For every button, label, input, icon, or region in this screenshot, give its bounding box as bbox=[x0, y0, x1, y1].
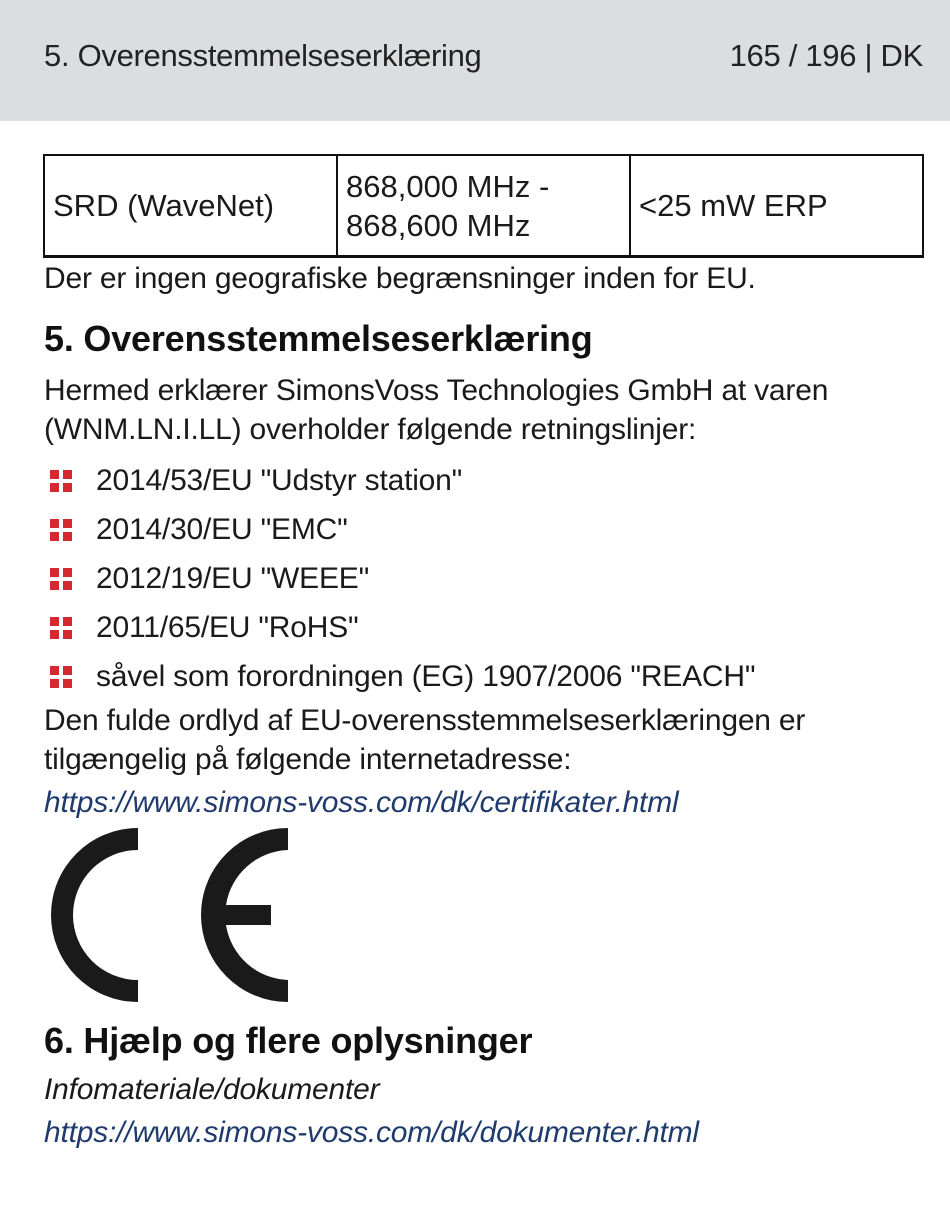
documents-link[interactable]: https://www.simons-voss.com/dk/dokumenter.html bbox=[44, 1116, 699, 1149]
list-item bbox=[44, 554, 755, 603]
directive-text: 2014/30/EU "EMC" bbox=[96, 512, 348, 546]
section-5-heading: 5. Overensstemmelseserklæring bbox=[44, 318, 593, 359]
directive-text: 2011/65/EU "RoHS" bbox=[96, 610, 359, 644]
geo-note: Der er ingen geografiske begrænsninger inden for EU. bbox=[44, 262, 756, 295]
ce-mark-logo bbox=[43, 828, 288, 1002]
certificate-link[interactable]: https://www.simons-voss.com/dk/certifikater.html bbox=[44, 786, 679, 819]
frequency-line-1: 868,000 MHz - bbox=[346, 168, 550, 204]
frequency-cell bbox=[337, 155, 630, 257]
list-item bbox=[44, 456, 755, 505]
band-cell: SRD (WaveNet) bbox=[44, 155, 337, 257]
red-bullet-icon bbox=[50, 519, 72, 541]
directive-text: 2014/53/EU "Udstyr station" bbox=[96, 463, 463, 497]
directive-text: såvel som forordningen (EG) 1907/2006 "REACH" bbox=[96, 659, 756, 693]
red-bullet-icon bbox=[50, 617, 72, 639]
red-bullet-icon bbox=[50, 568, 72, 590]
red-bullet-icon bbox=[50, 470, 72, 492]
full-text-note: Den fulde ordlyd af EU-overensstemmelseserklæringen er tilgængelig på følgende internetadresse: bbox=[44, 704, 806, 776]
info-material-label: Infomateriale/dokumenter bbox=[44, 1073, 380, 1106]
power-cell: <25 mW ERP bbox=[630, 155, 923, 257]
red-bullet-icon bbox=[50, 666, 72, 688]
list-item bbox=[44, 652, 755, 701]
directive-text: 2012/19/EU "WEEE" bbox=[96, 561, 370, 595]
page-indicator: 165 / 196 | DK bbox=[729, 38, 923, 73]
frequency-line-2: 868,600 MHz bbox=[346, 207, 531, 243]
section-6-heading: 6. Hjælp og flere oplysninger bbox=[44, 1020, 533, 1061]
page-header bbox=[0, 0, 950, 121]
directive-list bbox=[44, 456, 755, 701]
header-section-title: 5. Overensstemmelseserklæring bbox=[44, 38, 482, 73]
frequency-table bbox=[43, 154, 924, 258]
list-item bbox=[44, 505, 755, 554]
section-5-intro: Hermed erklærer SimonsVoss Technologies GmbH at varen (WNM.LN.I.LL) overholder følgende retningslinjer: bbox=[44, 374, 829, 446]
list-item bbox=[44, 603, 755, 652]
table-row bbox=[44, 155, 923, 257]
